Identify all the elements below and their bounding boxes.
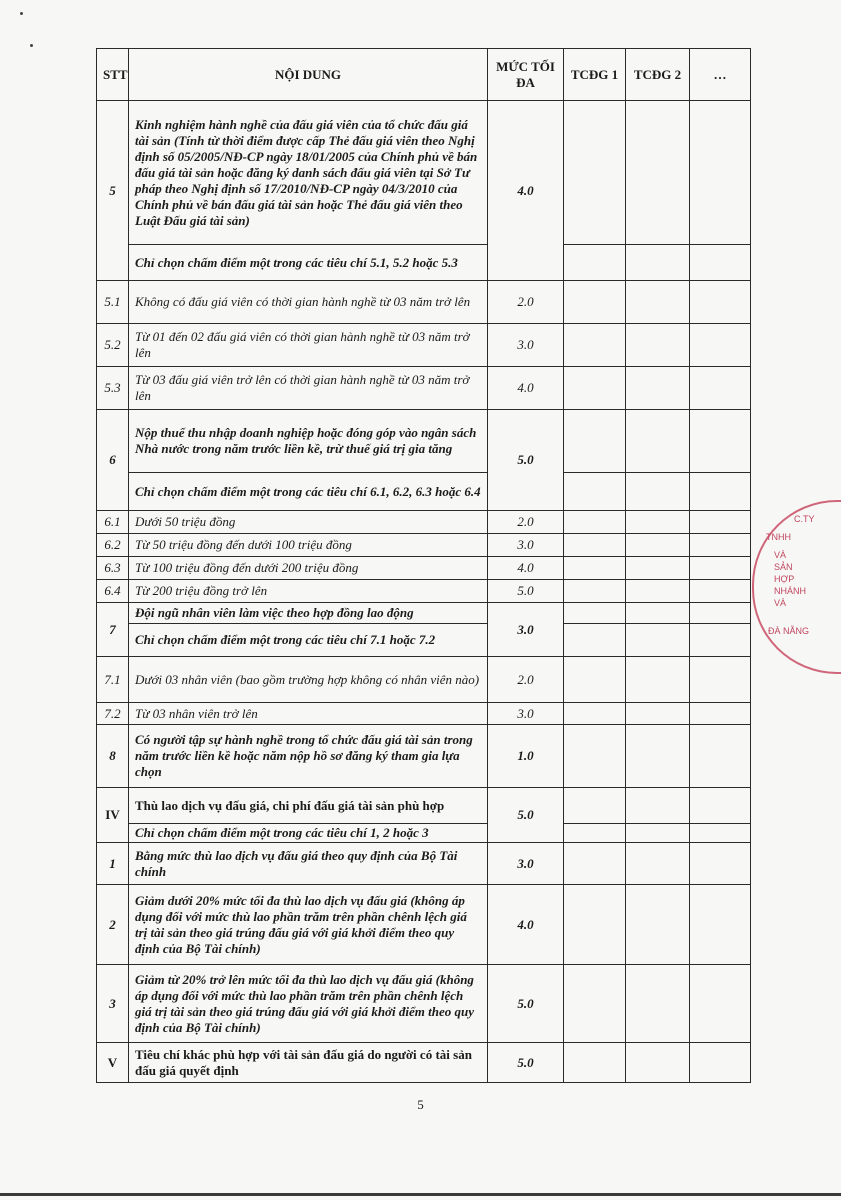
table-row (97, 557, 751, 580)
row-stt: 2 (97, 885, 129, 965)
score-cell (626, 245, 690, 281)
score-cell (690, 703, 751, 725)
table-row (97, 843, 751, 885)
score-cell (564, 367, 626, 410)
row-max-score: 3.0 (488, 703, 564, 725)
table-row (97, 824, 751, 843)
evaluation-table (96, 48, 751, 1083)
score-cell (564, 473, 626, 511)
table-row (97, 410, 751, 473)
row-max-score: 4.0 (488, 557, 564, 580)
score-cell (626, 624, 690, 657)
score-cell (626, 885, 690, 965)
stamp-text: C.TY (794, 514, 815, 524)
table-row (97, 367, 751, 410)
score-cell (690, 624, 751, 657)
score-cell (564, 101, 626, 245)
row-stt: 5 (97, 101, 129, 281)
score-cell (564, 657, 626, 703)
header-more: … (690, 49, 751, 101)
table-row (97, 281, 751, 324)
table-row (97, 534, 751, 557)
row-content: Dưới 03 nhân viên (bao gồm trường hợp không có nhân viên nào) (129, 657, 488, 703)
score-cell (626, 534, 690, 557)
row-content: Kinh nghiệm hành nghề của đấu giá viên của tổ chức đấu giá tài sản (Tính từ thời điểm được cấp Thẻ đấu giá viên theo Nghị định số 05/2005/NĐ-CP ngày 18/01/2005 của Chính phủ về bán đấu giá tài sản hoặc đăng ký danh sách đấu giá viên tại Sở Tư pháp theo Nghị định số 17/2010/NĐ-CP ngày 04/3/2010 của Chính phủ về bán đấu giá tài sản hoặc Thẻ đấu giá viên theo Luật Đấu giá tài sản) (129, 101, 488, 245)
score-cell (564, 1043, 626, 1083)
row-stt: 6.4 (97, 580, 129, 603)
score-cell (564, 281, 626, 324)
score-cell (564, 324, 626, 367)
score-cell (626, 725, 690, 788)
score-cell (690, 1043, 751, 1083)
row-content: Giảm dưới 20% mức tối đa thù lao dịch vụ đấu giá (không áp dụng đối với mức thù lao phần trăm trên phần chênh lệch giá trị tài sản theo giá trúng đấu giá với giá khởi điểm theo quy định của Bộ Tài chính) (129, 885, 488, 965)
score-cell (626, 410, 690, 473)
score-cell (564, 624, 626, 657)
table-row (97, 603, 751, 624)
row-stt: 5.2 (97, 324, 129, 367)
stamp-text: HỢP (774, 574, 795, 584)
score-cell (690, 843, 751, 885)
row-stt: 7.1 (97, 657, 129, 703)
score-cell (564, 511, 626, 534)
row-stt: 6.1 (97, 511, 129, 534)
stamp-text: VÀ (774, 598, 787, 608)
score-cell (626, 1043, 690, 1083)
stamp-text: NHÁNH (774, 586, 807, 596)
row-max-score: 2.0 (488, 281, 564, 324)
score-cell (626, 788, 690, 824)
score-cell (690, 281, 751, 324)
header-muc-toi-da: MỨC TỐI ĐA (488, 49, 564, 101)
table-row (97, 324, 751, 367)
scan-edge-line (0, 1193, 841, 1196)
row-max-score: 5.0 (488, 410, 564, 511)
row-sub-instruction: Chỉ chọn chấm điểm một trong các tiêu chí 7.1 hoặc 7.2 (129, 624, 488, 657)
score-cell (564, 824, 626, 843)
table-row (97, 725, 751, 788)
table-row (97, 101, 751, 245)
score-cell (690, 824, 751, 843)
score-cell (690, 603, 751, 624)
row-stt: 5.1 (97, 281, 129, 324)
row-content: Có người tập sự hành nghề trong tổ chức đấu giá tài sản trong năm trước liền kề hoặc năm nộp hồ sơ đăng ký tham gia lựa chọn (129, 725, 488, 788)
score-cell (626, 843, 690, 885)
score-cell (626, 101, 690, 245)
score-cell (690, 580, 751, 603)
page-number: 5 (417, 1097, 424, 1112)
table-row (97, 885, 751, 965)
row-content: Nộp thuế thu nhập doanh nghiệp hoặc đóng góp vào ngân sách Nhà nước trong năm trước liền kề, trừ thuế giá trị gia tăng (129, 410, 488, 473)
table-row (97, 788, 751, 824)
row-stt: V (97, 1043, 129, 1083)
row-content: Từ 03 đấu giá viên trở lên có thời gian hành nghề từ 03 năm trở lên (129, 367, 488, 410)
score-cell (564, 534, 626, 557)
score-cell (626, 703, 690, 725)
row-max-score: 5.0 (488, 1043, 564, 1083)
score-cell (626, 511, 690, 534)
score-cell (626, 824, 690, 843)
table-row (97, 511, 751, 534)
score-cell (564, 788, 626, 824)
stamp-text: VÀ (774, 550, 787, 560)
row-max-score: 4.0 (488, 367, 564, 410)
score-cell (690, 965, 751, 1043)
table-row (97, 245, 751, 281)
score-cell (626, 324, 690, 367)
score-cell (564, 885, 626, 965)
score-cell (626, 281, 690, 324)
row-content: Từ 01 đến 02 đấu giá viên có thời gian hành nghề từ 03 năm trở lên (129, 324, 488, 367)
row-content: Từ 03 nhân viên trở lên (129, 703, 488, 725)
score-cell (690, 410, 751, 473)
score-cell (690, 511, 751, 534)
score-cell (690, 657, 751, 703)
row-max-score: 4.0 (488, 101, 564, 281)
table-row (97, 1043, 751, 1083)
row-stt: 7 (97, 603, 129, 657)
stamp-text: TNHH (766, 532, 791, 542)
table-row (97, 473, 751, 511)
row-max-score: 5.0 (488, 580, 564, 603)
row-content: Tiêu chí khác phù hợp với tài sản đấu giá do người có tài sản đấu giá quyết định (129, 1043, 488, 1083)
row-max-score: 2.0 (488, 511, 564, 534)
score-cell (564, 410, 626, 473)
row-max-score: 5.0 (488, 788, 564, 843)
row-content: Từ 100 triệu đồng đến dưới 200 triệu đồng (129, 557, 488, 580)
row-stt: 6 (97, 410, 129, 511)
score-cell (690, 725, 751, 788)
row-content: Giảm từ 20% trở lên mức tối đa thù lao dịch vụ đấu giá (không áp dụng đối với mức thù lao phần trăm trên phần chênh lệch giá trị tài sản theo giá trúng đấu giá với giá khởi điểm theo quy định của Bộ Tài chính) (129, 965, 488, 1043)
score-cell (564, 843, 626, 885)
score-cell (690, 534, 751, 557)
score-cell (690, 885, 751, 965)
row-stt: 6.2 (97, 534, 129, 557)
stamp-text: SẢN (774, 562, 793, 572)
score-cell (690, 245, 751, 281)
red-seal-stamp (752, 500, 841, 674)
score-cell (690, 324, 751, 367)
row-stt: 8 (97, 725, 129, 788)
table-row (97, 657, 751, 703)
row-content: Từ 200 triệu đồng trở lên (129, 580, 488, 603)
score-cell (626, 367, 690, 410)
row-max-score: 1.0 (488, 725, 564, 788)
score-cell (564, 965, 626, 1043)
row-max-score: 3.0 (488, 843, 564, 885)
row-max-score: 3.0 (488, 324, 564, 367)
stamp-text: ĐÀ NẴNG (768, 626, 810, 636)
table-row (97, 580, 751, 603)
table-row (97, 703, 751, 725)
row-stt: 1 (97, 843, 129, 885)
row-max-score: 2.0 (488, 657, 564, 703)
score-cell (626, 557, 690, 580)
score-cell (564, 725, 626, 788)
score-cell (690, 473, 751, 511)
row-content: Từ 50 triệu đồng đến dưới 100 triệu đồng (129, 534, 488, 557)
row-content: Đội ngũ nhân viên làm việc theo hợp đồng lao động (129, 603, 488, 624)
row-max-score: 5.0 (488, 965, 564, 1043)
score-cell (690, 557, 751, 580)
scan-speck (30, 44, 33, 47)
table-header-row (97, 49, 751, 101)
header-tcdg-2: TCĐG 2 (626, 49, 690, 101)
score-cell (626, 657, 690, 703)
row-stt: IV (97, 788, 129, 843)
row-content: Dưới 50 triệu đồng (129, 511, 488, 534)
scan-speck (20, 12, 23, 15)
row-content: Không có đấu giá viên có thời gian hành nghề từ 03 năm trở lên (129, 281, 488, 324)
row-max-score: 4.0 (488, 885, 564, 965)
row-stt: 7.2 (97, 703, 129, 725)
row-stt: 6.3 (97, 557, 129, 580)
score-cell (626, 473, 690, 511)
table-row (97, 965, 751, 1043)
row-max-score: 3.0 (488, 534, 564, 557)
row-content: Bằng mức thù lao dịch vụ đấu giá theo quy định của Bộ Tài chính (129, 843, 488, 885)
score-cell (690, 788, 751, 824)
score-cell (564, 580, 626, 603)
row-sub-instruction: Chỉ chọn chấm điểm một trong các tiêu chí 1, 2 hoặc 3 (129, 824, 488, 843)
score-cell (564, 557, 626, 580)
table-row (97, 624, 751, 657)
score-cell (564, 603, 626, 624)
score-cell (690, 101, 751, 245)
header-noi-dung: NỘI DUNG (129, 49, 488, 101)
score-cell (564, 245, 626, 281)
score-cell (626, 965, 690, 1043)
row-stt: 3 (97, 965, 129, 1043)
score-cell (626, 603, 690, 624)
row-stt: 5.3 (97, 367, 129, 410)
row-sub-instruction: Chỉ chọn chấm điểm một trong các tiêu chí 6.1, 6.2, 6.3 hoặc 6.4 (129, 473, 488, 511)
header-stt: STT (97, 49, 129, 101)
score-cell (564, 703, 626, 725)
score-cell (626, 580, 690, 603)
score-cell (690, 367, 751, 410)
row-content: Thù lao dịch vụ đấu giá, chi phí đấu giá tài sản phù hợp (129, 788, 488, 824)
row-max-score: 3.0 (488, 603, 564, 657)
row-sub-instruction: Chỉ chọn chấm điểm một trong các tiêu chí 5.1, 5.2 hoặc 5.3 (129, 245, 488, 281)
header-tcdg-1: TCĐG 1 (564, 49, 626, 101)
